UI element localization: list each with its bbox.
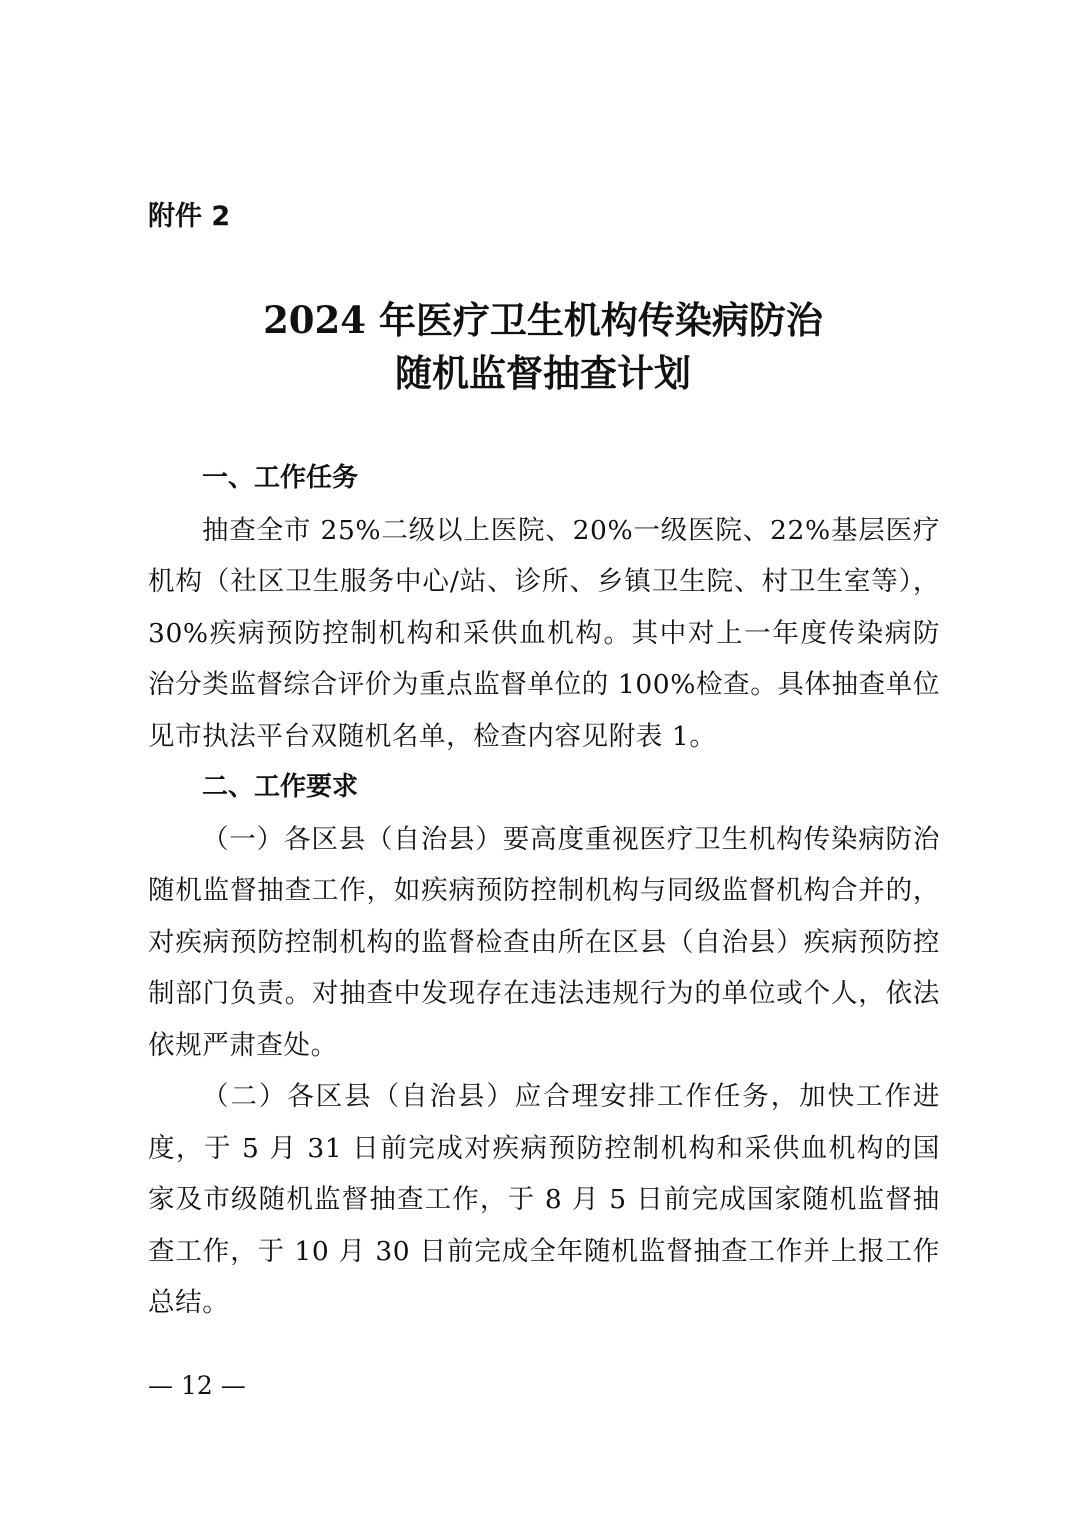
paragraph-requirement-1: （一）各区县（自治县）要高度重视医疗卫生机构传染病防治随机监督抽查工作，如疾病预防控制机构与同级监督机构合并的，对疾病预防控制机构的监督检查由所在区县（自治县）疾病预防控制部门负责。对抽查中发现存在违法违规行为的单位或个人，依法依规严肃查处。 bbox=[148, 823, 940, 1061]
document-title-line-1: 2024 年医疗卫生机构传染病防治 bbox=[263, 298, 823, 342]
paragraph-work-tasks: 抽查全市 25%二级以上医院、20%一级医院、22%基层医疗机构（社区卫生服务中心/站、诊所、乡镇卫生院、村卫生室等），30%疾病预防控制机构和采供血机构。其中对上一年度传染病防治分类监督综合评价为重点监督单位的 100%检查。具体抽查单位见市执法平台双随机名单，检查内容见附表 1。 bbox=[148, 514, 940, 752]
paragraph-requirement-2: （二）各区县（自治县）应合理安排工作任务，加快工作进度，于 5 月 31 日前完成对疾病预防控制机构和采供血机构的国家及市级随机监督抽查工作，于 8 月 5 日前完成国家随机监督抽查工作，于 10 月 30 日前完成全年随机监督抽查工作并上报工作总结。 bbox=[148, 1081, 940, 1318]
document-body bbox=[148, 453, 940, 1329]
section-heading-work-requirements: 二、工作要求 bbox=[202, 772, 359, 802]
attachment-label: 附件 2 bbox=[148, 201, 231, 232]
section-heading-work-tasks: 一、工作任务 bbox=[202, 463, 359, 493]
page-number: — 12 — bbox=[148, 1371, 246, 1400]
document-title-line-2: 随机监督抽查计划 bbox=[395, 351, 691, 395]
